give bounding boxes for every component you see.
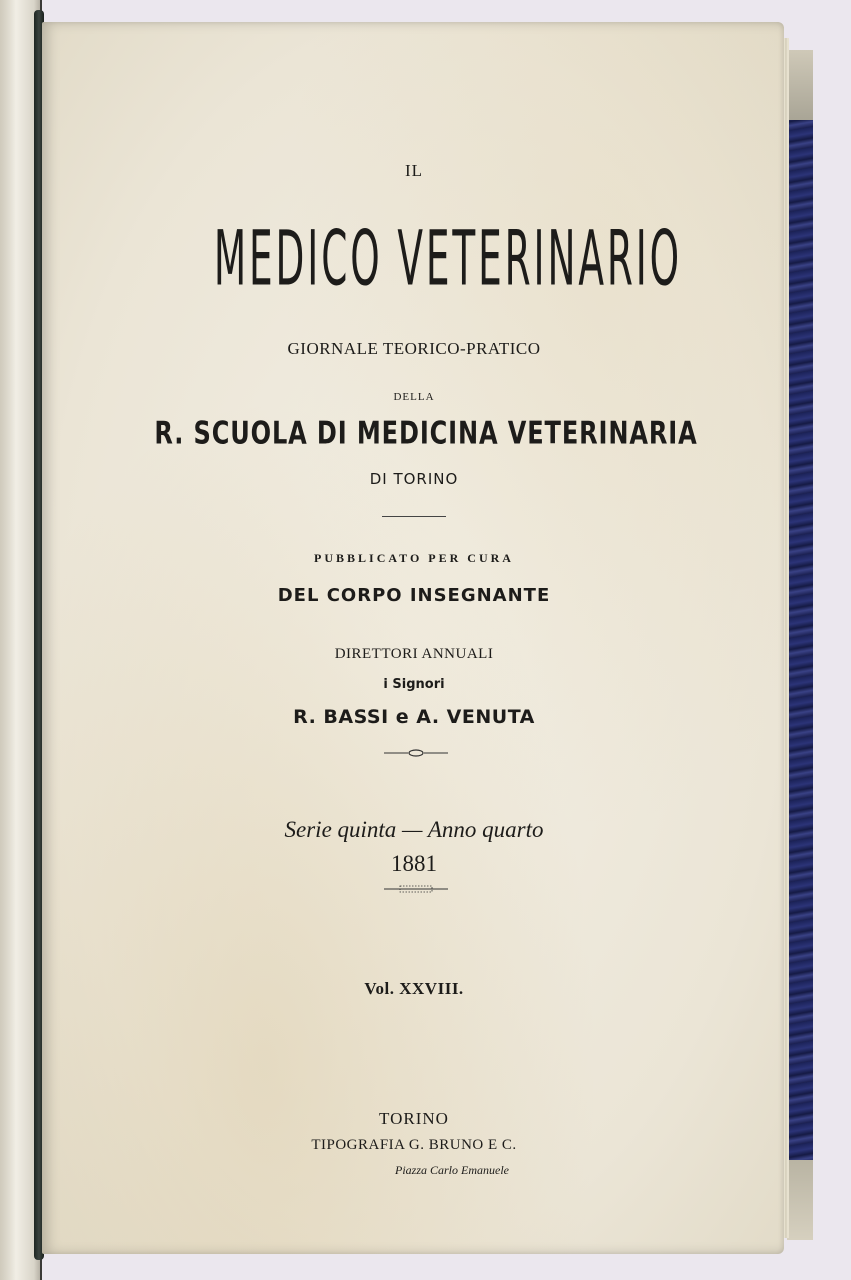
cover-corner-bottom: [787, 1160, 813, 1240]
journal-title: MEDICO VETERINARIO: [213, 216, 683, 304]
series-line: Serie quinta — Anno quarto: [284, 817, 544, 842]
director-names: R. BASSI e A. VENUTA: [293, 706, 535, 728]
school-city: DI TORINO: [369, 470, 459, 488]
published-by-line: PUBBLICATO PER CURA: [314, 551, 514, 565]
ornament-divider-2: [384, 884, 448, 894]
school-name: R. SCUOLA DI MEDICINA VETERINARIA: [154, 414, 698, 451]
ornament-divider-1: [384, 748, 448, 758]
volume-number: Vol. XXVIII.: [364, 979, 464, 998]
marbled-cover-board: [787, 50, 813, 1240]
journal-subtitle: GIORNALE TEORICO-PRATICO: [287, 339, 541, 358]
cover-corner-top: [787, 50, 813, 120]
title-article: IL: [404, 161, 424, 180]
publication-year: 1881: [391, 851, 437, 876]
title-page: [42, 22, 784, 1254]
directors-label: DIRETTORI ANNUALI: [334, 646, 494, 662]
printer-name: TIPOGRAFIA G. BRUNO E C.: [311, 1137, 517, 1153]
printer-address: Piazza Carlo Emanuele: [395, 1163, 509, 1177]
imprint-city: TORINO: [379, 1109, 449, 1128]
publisher-body: DEL CORPO INSEGNANTE: [277, 585, 551, 606]
divider-rule: [382, 516, 446, 517]
signori-line: i Signori: [383, 677, 445, 692]
della-line: DELLA: [393, 391, 435, 403]
